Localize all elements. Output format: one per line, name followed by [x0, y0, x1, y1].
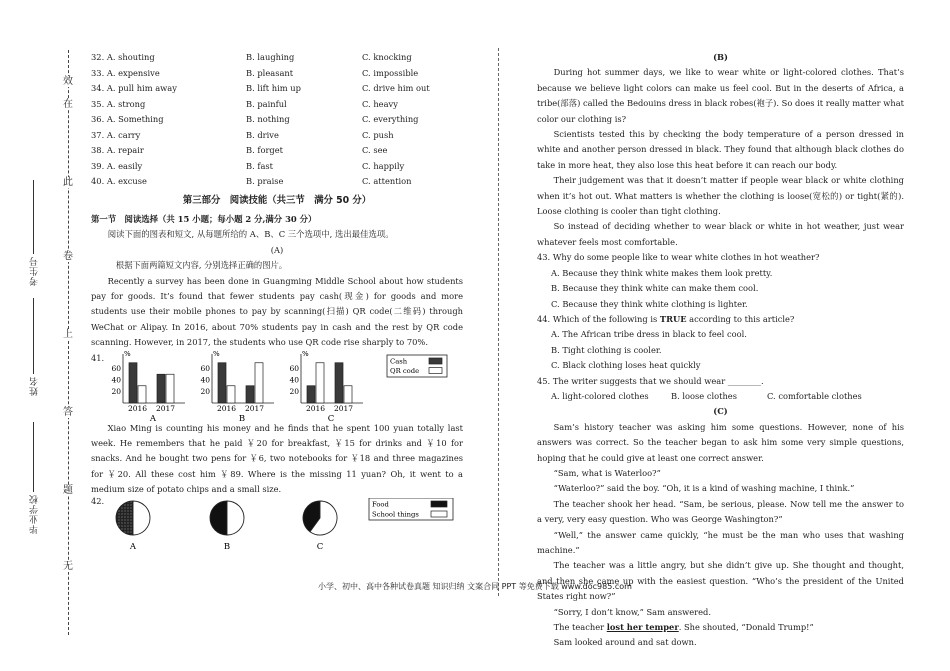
option-row: 35. A. strong B. painful C. heavy — [91, 98, 398, 109]
field-line — [33, 298, 34, 374]
option-row: 37. A. carry B. drive C. push — [91, 129, 394, 140]
seal-char: 此 — [63, 177, 73, 188]
bar — [227, 385, 235, 402]
legend-swatch — [431, 501, 447, 507]
seal-char: 效 — [63, 76, 73, 87]
bar — [157, 374, 165, 403]
answer-option[interactable]: A. light-colored clothes — [551, 390, 649, 401]
passage-paragraph: “Sam, what is Waterloo?” — [553, 467, 661, 478]
y-tick-label: 40 — [111, 375, 121, 385]
passage-paragraph: Sam looked around and sat down. — [553, 637, 697, 648]
y-tick-label: 60 — [200, 363, 210, 373]
seal-char: 答 — [63, 407, 73, 418]
x-tick-label: 2016 — [216, 403, 237, 413]
x-tick-label: 2017 — [333, 403, 354, 413]
passage-paragraph: Xiao Ming is counting his money and he finds that he spent 100 yuan totally last week. He remembers that he paid ￥20 for breakfast, ￥15 for drinks and ￥10 for snacks. And he bought two pens for ￥6, two notebooks for ￥18 and three magazines for ￥20. All these cost him ￥89. Where is the missing 11 yuan? Oh, it went to a medium size of potato chips and a small size. — [91, 422, 463, 495]
passage-paragraph: The teacher shook her head. “Sam, be serious, please. Now tell me the answer to a very, very easy question. Who was George Washington?” — [537, 498, 904, 525]
binding-margin — [0, 0, 80, 671]
question-44: 44. Which of the following is TRUE according to this article? — [537, 313, 795, 324]
option-row: 39. A. easily B. fast C. happily — [91, 160, 405, 171]
option-row: 40. A. excuse B. praise C. attention — [91, 176, 412, 186]
bar — [129, 362, 137, 402]
panel-label: A — [129, 541, 137, 552]
y-tick-label: 60 — [289, 363, 299, 373]
bar — [316, 362, 324, 402]
passage-paragraph: Sam’s history teacher was asking him some questions. However, none of his answers was correct. So the teacher began to ask him some very simple questions, hoping that he could give at least one correct answer. — [537, 421, 904, 463]
bar — [335, 362, 343, 402]
panel-label: B — [238, 413, 246, 421]
right-column — [537, 50, 904, 651]
seal-char: 卷 — [63, 251, 73, 262]
option-row: 33. A. expensive B. pleasant C. impossible — [91, 67, 419, 78]
y-tick-label: 40 — [289, 375, 299, 385]
question-45: 45. The writer suggests that we should wear ________. — [537, 375, 764, 386]
option-row: 38. A. repair B. forget C. see — [91, 145, 388, 155]
passage-label: (C) — [713, 406, 728, 417]
option-row: 32. A. shouting B. laughing C. knocking — [91, 52, 412, 62]
pie-slice — [133, 501, 150, 535]
passage-paragraph: So instead of deciding whether to wear black or white in hot weather, just wear whatever feels most comfortable. — [537, 221, 904, 247]
bar — [166, 374, 174, 403]
y-unit-label: % — [302, 350, 309, 358]
field-line — [33, 180, 34, 254]
x-tick-label: 2017 — [244, 403, 265, 413]
answer-option[interactable]: C. comfortable clothes — [767, 390, 862, 401]
passage-paragraph: “Sorry, I don’t know,” Sam answered. — [553, 606, 711, 617]
pie-slice — [116, 501, 133, 535]
q42-charts — [91, 495, 463, 560]
bar — [344, 385, 352, 402]
passage-label: (A) — [270, 244, 284, 255]
x-tick-label: 2017 — [155, 403, 176, 413]
answer-option[interactable]: C. Black clothing loses heat quickly — [551, 360, 701, 371]
y-tick-label: 40 — [200, 375, 210, 385]
bar — [218, 362, 226, 402]
y-unit-label: % — [124, 350, 131, 358]
seal-char: 题 — [63, 485, 73, 496]
column-divider — [498, 48, 499, 596]
passage-paragraph: Scientists tested this by checking the body temperature of a person dressed in white and another person dressed in black. They found that although black clothes do take in more heat, they also lose this heat before it can reach our body. — [537, 129, 904, 170]
left-column — [91, 50, 463, 560]
question-43: 43. Why do some people like to wear white clothes in hot weather? — [537, 252, 820, 263]
field-label-exam-number: 考生号 — [30, 256, 40, 286]
field-label-school: 毕业学校 — [30, 494, 40, 534]
answer-option[interactable]: A. Because they think white makes them look pretty. — [551, 267, 773, 278]
seal-char: 在 — [63, 99, 73, 110]
panel-label: B — [223, 541, 231, 552]
field-label-name: 姓名 — [30, 376, 40, 396]
q41-charts — [91, 351, 463, 421]
legend-label: Cash — [390, 357, 408, 366]
pie-slice — [227, 501, 244, 535]
cloze-options — [91, 50, 463, 190]
passage-label: (B) — [713, 52, 728, 62]
x-tick-label: 2016 — [305, 403, 326, 413]
passage-paragraph: The teacher lost her temper. She shouted, “Donald Trump!” — [553, 622, 814, 633]
question-number: 41. — [91, 352, 105, 363]
answer-option[interactable]: C. Because they think white clothing is lighter. — [551, 298, 748, 309]
option-row: 34. A. pull him away B. lift him up C. drive him out — [91, 83, 430, 93]
question-number: 42. — [91, 495, 105, 506]
option-row: 36. A. Something B. nothing C. everything — [91, 114, 419, 124]
x-tick-label: 2016 — [127, 403, 148, 413]
bar-charts — [91, 351, 463, 421]
page-footer: 小学、初中、高中各种试卷真题 知识归纳 文案合同 PPT 等免费下载 www.doc985.com — [318, 582, 632, 591]
legend-swatch — [429, 367, 442, 373]
legend-label: QR code — [390, 366, 420, 375]
answer-option[interactable]: A. The African tribe dress in black to feel cool. — [551, 329, 747, 340]
part-title: 第三部分 阅读技能（共三节 满分 50 分） — [182, 194, 372, 206]
panel-label: A — [149, 413, 157, 421]
seal-dashed-line — [68, 50, 69, 635]
legend-swatch — [431, 511, 447, 517]
passage-paragraph: “Well,” the answer came quickly, “he must be the man who uses that washing machine.” — [537, 529, 904, 555]
answer-option[interactable]: B. loose clothes — [671, 390, 737, 401]
y-tick-label: 60 — [111, 363, 121, 373]
answer-option[interactable]: B. Tight clothing is cooler. — [551, 344, 662, 355]
passage-paragraph: During hot summer days, we like to wear white or light-colored clothes. That’s because we believe light colors can make us feel cool. But in the deserts of Africa, a tribe(部落) called the Bedouins dress in black robes(袍子). So does it really matter what color our clothing is? — [537, 67, 904, 124]
section-heading: 第一节 阅读选择（共 15 小题；每小题 2 分,满分 30 分） — [91, 213, 317, 224]
bar — [255, 362, 263, 402]
panel-label: C — [316, 541, 324, 552]
passage-paragraph: Recently a survey has been done in Guangming Middle School about how students pay for goods. It’s found that fewer students pay cash(现金) for goods and more students use their mobile phones to pay by scanning(扫描) QR code(二维码) through WeChat or Alipay. In 2016, about 70% students pay in cash and the rest by QR code scanning. However, in 2017, the students who use QR code rise sharply to 70%. — [91, 275, 463, 348]
panel-label: C — [327, 413, 335, 421]
passage-paragraph: Their judgement was that it doesn’t matter if people wear black or white clothing when it’s hot out. What matters is whether the clothing is loose(宽松的) or tight(紧的). Loose clothing is cooler than tight clothing. — [537, 175, 904, 217]
instruction: 阅读下面的图表和短文, 从每题所给的 A、B、C 三个选项中, 选出最佳选项。 — [107, 229, 394, 240]
pie-charts — [91, 498, 463, 560]
y-tick-label: 20 — [111, 386, 121, 396]
field-line — [33, 422, 34, 492]
bar — [138, 385, 146, 402]
y-tick-label: 20 — [289, 386, 299, 396]
answer-option[interactable]: B. Because they think white can make them cool. — [551, 283, 759, 294]
passage-intro: 根据下面两篇短文内容, 分别选择正确的图片。 — [115, 260, 288, 271]
passage-paragraph: “Waterloo?” said the boy. “Oh, it is a kind of washing machine, I think.” — [553, 483, 855, 494]
seal-char: 无 — [63, 561, 73, 572]
pie-slice — [210, 501, 227, 535]
y-tick-label: 20 — [200, 386, 210, 396]
bar — [307, 385, 315, 402]
legend-label: Food — [372, 500, 389, 509]
answer-options-row — [537, 389, 904, 404]
bar — [246, 385, 254, 402]
seal-char: 上 — [63, 329, 73, 340]
legend-label: School things — [372, 510, 419, 519]
y-unit-label: % — [213, 350, 220, 358]
legend-swatch — [429, 358, 442, 364]
passage-paragraph: The teacher was a little angry, but she didn’t give up. She thought and thought, and then she came up with the easiest question. “Who’s the president of the United States right now?” — [537, 560, 904, 602]
